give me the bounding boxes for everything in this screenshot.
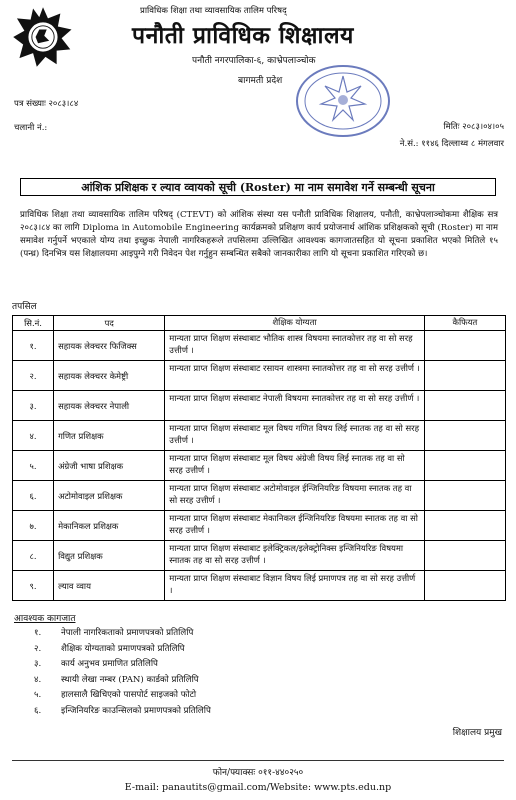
signatory-title: शिक्षालय प्रमुख: [452, 728, 502, 738]
row-remarks: [424, 511, 505, 541]
table-row: [13, 331, 506, 361]
date: मितिः २०८३।०४।०५: [443, 122, 504, 132]
list-item-number: २.: [34, 643, 42, 654]
address-line-2: बागमती प्रदेश: [238, 76, 283, 86]
list-item-text: इन्जिनियरिङ काउन्सिलको प्रमाणपत्रको प्रतिलिपि: [61, 705, 211, 716]
list-item-number: ६.: [34, 705, 42, 716]
header-remarks: कैफियत: [424, 316, 505, 331]
row-serial: ९.: [13, 571, 54, 601]
row-remarks: [424, 391, 505, 421]
address-line-1: पनौती नगरपालिका-६, काभ्रेपलाञ्चोक: [192, 56, 316, 66]
list-item: [34, 642, 211, 658]
nepal-sambat-date: ने.सं.: ११४६ दिल्लाथ्व ८ मंगलवार: [399, 139, 504, 149]
row-qualification: मान्यता प्राप्त शिक्षण संस्थाबाट भौतिक शास्त्र विषयमा स्नातकोत्तर तह वा सो सरह उत्तीर्ण ।: [165, 331, 425, 361]
list-item: [34, 704, 211, 720]
list-item-text: शैक्षिक योग्यताको प्रमाणपत्रको प्रतिलिपि: [61, 643, 185, 654]
list-item-number: ५.: [34, 690, 42, 700]
header-qualification: शैक्षिक योग्यता: [165, 316, 425, 331]
row-remarks: [424, 451, 505, 481]
institute-title: पनौती प्राविधिक शिक्षालय: [132, 22, 354, 49]
roster-table: [12, 315, 506, 601]
row-qualification: मान्यता प्राप्त शिक्षण संस्थाबाट मूल विषय अंग्रेजी विषय लिई स्नातक तह वा सो सरह उत्तीर्ण ।: [165, 451, 425, 481]
row-serial: ८.: [13, 541, 54, 571]
row-remarks: [424, 541, 505, 571]
row-qualification: मान्यता प्राप्त शिक्षण संस्थाबाट मूल विषय गणित विषय लिई स्नातक तह वा सो सरह उत्तीर्ण ।: [165, 421, 425, 451]
row-qualification: मान्यता प्राप्त शिक्षण संस्थाबाट विज्ञान विषय लिई प्रमाणपत्र तह वा सो सरह उत्तीर्ण ।: [165, 571, 425, 601]
row-remarks: [424, 331, 505, 361]
list-item: [34, 673, 211, 689]
row-qualification: मान्यता प्राप्त शिक्षण संस्थाबाट मेकानिकल ईन्जिनियरिङ विषयमा स्नातक तह वा सो सरह उत्तीर्ण ।: [165, 511, 425, 541]
row-serial: २.: [13, 361, 54, 391]
table-row: [13, 571, 506, 601]
list-item-text: हालसालै खिचिएको पासपोर्ट साइजको फोटो: [61, 690, 197, 700]
row-position: गणित प्रशिक्षक: [54, 421, 165, 451]
nepal-emblem-icon: [12, 6, 74, 68]
row-qualification: मान्यता प्राप्त शिक्षण संस्थाबाट नेपाली विषयमा स्नातकोत्तर तह वा सो सरह उत्तीर्ण ।: [165, 391, 425, 421]
row-position: सहायक लेक्चरर फिजिक्स: [54, 331, 165, 361]
row-remarks: [424, 421, 505, 451]
footer-divider: [12, 760, 504, 761]
table-row: [13, 451, 506, 481]
dispatch-number: चलानी नं.:: [14, 123, 48, 133]
details-label: तपसिल: [12, 302, 37, 312]
row-position: ल्याव व्वाय: [54, 571, 165, 601]
row-serial: ५.: [13, 451, 54, 481]
row-position: सहायक लेक्चरर नेपाली: [54, 391, 165, 421]
list-item-text: स्थायी लेखा नम्बर (PAN) कार्डको प्रतिलिपि: [61, 674, 199, 685]
row-serial: ६.: [13, 481, 54, 511]
row-remarks: [424, 361, 505, 391]
header-position: पद: [54, 316, 165, 331]
letter-number: पत्र संख्याः २०८३।८४: [14, 99, 79, 109]
row-position: विद्युत प्रशिक्षक: [54, 541, 165, 571]
table-row: [13, 421, 506, 451]
row-position: अंग्रेजी भाषा प्रशिक्षक: [54, 451, 165, 481]
footer-phone: फोन/फ्याक्सः ०११-४४०२५०: [212, 768, 304, 778]
list-item: [34, 688, 211, 704]
row-serial: ३.: [13, 391, 54, 421]
row-remarks: [424, 571, 505, 601]
list-item: [34, 626, 211, 642]
list-item-text: कार्य अनुभव प्रमाणित प्रतिलिपि: [61, 659, 158, 669]
table-row: [13, 481, 506, 511]
table-row: [13, 511, 506, 541]
table-row: [13, 391, 506, 421]
row-serial: ७.: [13, 511, 54, 541]
required-documents-list: [34, 626, 211, 719]
row-position: अटोमोवाइल प्रशिक्षक: [54, 481, 165, 511]
list-item-number: १.: [34, 628, 42, 638]
row-qualification: मान्यता प्राप्त शिक्षण संस्थाबाट अटोमोवाइल ईन्जिनियरिङ विषयमा स्नातक तह वा सो सरह उत्तीर्ण ।: [165, 481, 425, 511]
row-position: सहायक लेक्चरर केमेष्ट्री: [54, 361, 165, 391]
notice-title: आंशिक प्रशिक्षक र ल्याव व्वायको सूची (Roster) मा नाम समावेश गर्ने सम्बन्धी सूचना: [20, 178, 496, 196]
row-qualification: मान्यता प्राप्त शिक्षण संस्थाबाट इलेक्ट्रिकल/इलेक्ट्रोनिक्स इन्जिनियरिङ विषयमा स्नातक तह वा सो सरह उत्तीर्ण ।: [165, 541, 425, 571]
required-documents-title: आवश्यक कागजात: [14, 614, 76, 624]
list-item: [34, 657, 211, 673]
office-stamp-icon: [293, 62, 393, 140]
list-item-number: ३.: [34, 659, 42, 669]
notice-body: प्राविधिक शिक्षा तथा व्यावसायिक तालिम परिषद् (CTEVT) को आंशिक संस्था यस पनौती प्राविधिक शिक्षालय, पनौती, काभ्रेपलाञ्चोकमा शैक्षिक सत्र २०८३।८४ का लागि Diploma in Automobile Engineering कार्यक्रमको प्रशिक्षण कार्य प्रयोजनार्थ आंशिक प्रशिक्षकको सूची (Roster) मा नाम समावेश गर्नुपर्ने भएकाले योग्य तथा इच्छुक नेपाली नागरिकहरूले तपसिलमा उल्लिखित आवश्यक कागजातसहित यो सूचना प्रकाशित भएको मितिले १५ (पन्ध्र) दिनभित्र यस शिक्षालयमा आइपुग्ने गरी निवेदन पेश गर्नुहुन सम्बन्धित सबैको जानकारीका लागि यो सूचना प्रकाशित गरिएको छ।: [20, 210, 498, 259]
row-serial: ४.: [13, 421, 54, 451]
row-qualification: मान्यता प्राप्त शिक्षण संस्थाबाट रसायन शास्त्रमा स्नातकोत्तर तह वा सो सरह उत्तीर्ण ।: [165, 361, 425, 391]
row-remarks: [424, 481, 505, 511]
list-item-text: नेपाली नागरिकताको प्रमाणपत्रको प्रतिलिपि: [61, 628, 194, 638]
footer-email: E-mail: panautits@gmail.com/Website: www.pts.edu.np: [124, 782, 392, 793]
row-serial: १.: [13, 331, 54, 361]
council-name: प्राविधिक शिक्षा तथा व्यावसायिक तालिम परिषद्: [140, 6, 287, 16]
header-serial: सि.नं.: [13, 316, 54, 331]
table-row: [13, 541, 506, 571]
list-item-number: ४.: [34, 674, 42, 685]
table-row: [13, 361, 506, 391]
row-position: मेकानिकल प्रशिक्षक: [54, 511, 165, 541]
table-header-row: [13, 316, 506, 331]
